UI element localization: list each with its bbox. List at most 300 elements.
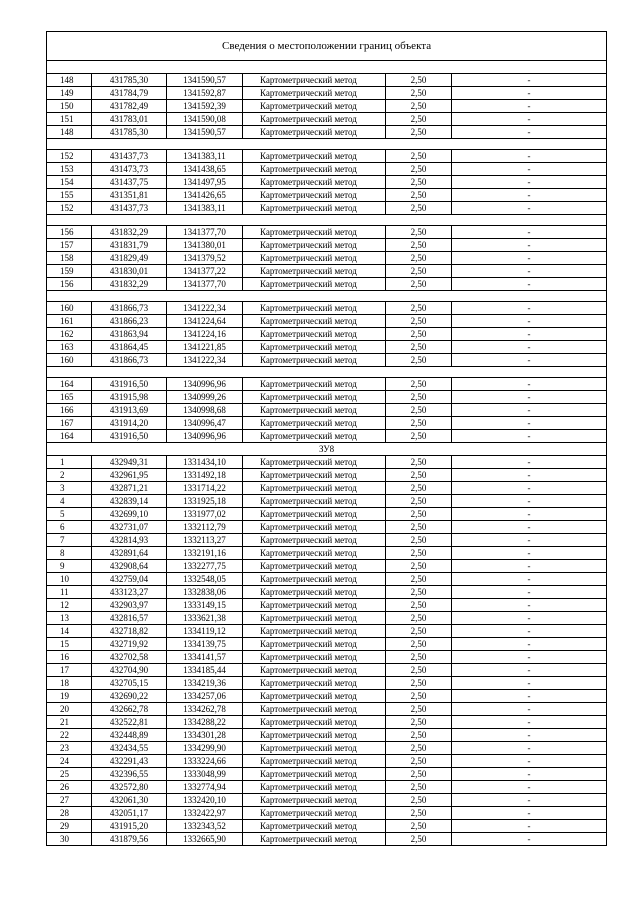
separator-row (47, 291, 607, 302)
table-row (47, 430, 607, 443)
coord-y: 1334185,44 (167, 664, 243, 677)
coord-y: 1341383,11 (167, 150, 243, 163)
coord-x: 432051,17 (92, 807, 167, 820)
table-row (47, 547, 607, 560)
coord-y: 1334257,06 (167, 690, 243, 703)
description-cell: - (452, 742, 607, 755)
accuracy-cell: 2,50 (386, 341, 452, 354)
table-row (47, 625, 607, 638)
coord-y: 1341590,57 (167, 74, 243, 87)
point-number: 29 (47, 820, 92, 833)
coord-x: 432662,78 (92, 703, 167, 716)
accuracy-cell: 2,50 (386, 430, 452, 443)
coord-y: 1341590,08 (167, 113, 243, 126)
coord-y: 1341377,22 (167, 265, 243, 278)
method-cell: Картометрический метод (243, 87, 386, 100)
accuracy-cell: 2,50 (386, 495, 452, 508)
description-cell: - (452, 163, 607, 176)
coord-x: 432699,10 (92, 508, 167, 521)
method-cell: Картометрический метод (243, 547, 386, 560)
point-number: 159 (47, 265, 92, 278)
method-cell: Картометрический метод (243, 328, 386, 341)
method-cell: Картометрический метод (243, 651, 386, 664)
coord-x: 431830,01 (92, 265, 167, 278)
method-cell: Картометрический метод (243, 176, 386, 189)
table-row (47, 163, 607, 176)
coord-x: 432891,64 (92, 547, 167, 560)
coord-x: 432814,93 (92, 534, 167, 547)
method-cell: Картометрический метод (243, 469, 386, 482)
description-cell: - (452, 716, 607, 729)
coord-x: 431785,30 (92, 74, 167, 87)
accuracy-cell: 2,50 (386, 703, 452, 716)
accuracy-cell: 2,50 (386, 74, 452, 87)
description-cell: - (452, 703, 607, 716)
method-cell: Картометрический метод (243, 482, 386, 495)
point-number: 162 (47, 328, 92, 341)
coord-y: 1341379,52 (167, 252, 243, 265)
point-number: 19 (47, 690, 92, 703)
coord-x: 431785,30 (92, 126, 167, 139)
coord-x: 432731,07 (92, 521, 167, 534)
method-cell: Картометрический метод (243, 495, 386, 508)
description-cell: - (452, 820, 607, 833)
method-cell: Картометрический метод (243, 729, 386, 742)
description-cell: - (452, 202, 607, 215)
description-cell: - (452, 625, 607, 638)
point-number: 8 (47, 547, 92, 560)
coord-x: 432908,64 (92, 560, 167, 573)
table-row (47, 677, 607, 690)
accuracy-cell: 2,50 (386, 833, 452, 846)
coord-x: 432949,31 (92, 456, 167, 469)
accuracy-cell: 2,50 (386, 456, 452, 469)
point-number: 13 (47, 612, 92, 625)
coord-x: 431916,50 (92, 430, 167, 443)
coord-y: 1340996,47 (167, 417, 243, 430)
point-number: 153 (47, 163, 92, 176)
point-number: 157 (47, 239, 92, 252)
accuracy-cell: 2,50 (386, 176, 452, 189)
table-row (47, 716, 607, 729)
description-cell: - (452, 341, 607, 354)
method-cell: Картометрический метод (243, 690, 386, 703)
table-row (47, 302, 607, 315)
accuracy-cell: 2,50 (386, 677, 452, 690)
description-cell: - (452, 495, 607, 508)
coord-x: 432705,15 (92, 677, 167, 690)
accuracy-cell: 2,50 (386, 113, 452, 126)
coord-y: 1332838,06 (167, 586, 243, 599)
accuracy-cell: 2,50 (386, 638, 452, 651)
method-cell: Картометрический метод (243, 716, 386, 729)
accuracy-cell: 2,50 (386, 100, 452, 113)
coord-y: 1332112,79 (167, 521, 243, 534)
coord-y: 1332343,52 (167, 820, 243, 833)
coord-y: 1332422,97 (167, 807, 243, 820)
description-cell: - (452, 664, 607, 677)
accuracy-cell: 2,50 (386, 354, 452, 367)
method-cell: Картометрический метод (243, 560, 386, 573)
separator-row (47, 139, 607, 150)
table-row (47, 354, 607, 367)
table-title: Сведения о местоположении границ объекта (47, 32, 607, 61)
point-number: 161 (47, 315, 92, 328)
point-number: 30 (47, 833, 92, 846)
accuracy-cell: 2,50 (386, 729, 452, 742)
coord-x: 431437,73 (92, 150, 167, 163)
table-row (47, 252, 607, 265)
accuracy-cell: 2,50 (386, 226, 452, 239)
description-cell: - (452, 302, 607, 315)
accuracy-cell: 2,50 (386, 302, 452, 315)
table-row (47, 391, 607, 404)
method-cell: Картометрический метод (243, 189, 386, 202)
method-cell: Картометрический метод (243, 202, 386, 215)
method-cell: Картометрический метод (243, 391, 386, 404)
description-cell: - (452, 315, 607, 328)
coord-x: 431866,73 (92, 302, 167, 315)
point-number: 12 (47, 599, 92, 612)
coord-x: 431915,98 (92, 391, 167, 404)
table-row (47, 456, 607, 469)
coord-y: 1334141,57 (167, 651, 243, 664)
method-cell: Картометрический метод (243, 833, 386, 846)
description-cell: - (452, 547, 607, 560)
accuracy-cell: 2,50 (386, 586, 452, 599)
table-row (47, 729, 607, 742)
table-row (47, 768, 607, 781)
accuracy-cell: 2,50 (386, 573, 452, 586)
table-row (47, 664, 607, 677)
method-cell: Картометрический метод (243, 768, 386, 781)
accuracy-cell: 2,50 (386, 469, 452, 482)
coord-x: 431351,81 (92, 189, 167, 202)
method-cell: Картометрический метод (243, 278, 386, 291)
point-number: 18 (47, 677, 92, 690)
method-cell: Картометрический метод (243, 74, 386, 87)
method-cell: Картометрический метод (243, 807, 386, 820)
accuracy-cell: 2,50 (386, 742, 452, 755)
coord-y: 1341222,34 (167, 302, 243, 315)
description-cell: - (452, 638, 607, 651)
description-cell: - (452, 456, 607, 469)
accuracy-cell: 2,50 (386, 690, 452, 703)
method-cell: Картометрический метод (243, 573, 386, 586)
accuracy-cell: 2,50 (386, 807, 452, 820)
coord-y: 1334119,12 (167, 625, 243, 638)
table-row (47, 638, 607, 651)
description-cell: - (452, 100, 607, 113)
method-cell: Картометрический метод (243, 781, 386, 794)
coord-x: 432690,22 (92, 690, 167, 703)
method-cell: Картометрический метод (243, 315, 386, 328)
table-row (47, 742, 607, 755)
description-cell: - (452, 404, 607, 417)
description-cell: - (452, 807, 607, 820)
table-row (47, 74, 607, 87)
section-heading: ЗУ8 (47, 443, 607, 456)
coord-y: 1334219,36 (167, 677, 243, 690)
coord-y: 1341377,70 (167, 226, 243, 239)
coord-y: 1334301,28 (167, 729, 243, 742)
accuracy-cell: 2,50 (386, 781, 452, 794)
point-number: 150 (47, 100, 92, 113)
coord-y: 1340999,26 (167, 391, 243, 404)
coord-y: 1332774,94 (167, 781, 243, 794)
coord-y: 1332113,27 (167, 534, 243, 547)
method-cell: Картометрический метод (243, 794, 386, 807)
table-title-row (47, 32, 607, 61)
description-cell: - (452, 252, 607, 265)
point-number: 1 (47, 456, 92, 469)
accuracy-cell: 2,50 (386, 755, 452, 768)
point-number: 158 (47, 252, 92, 265)
accuracy-cell: 2,50 (386, 163, 452, 176)
coord-y: 1341380,01 (167, 239, 243, 252)
description-cell: - (452, 239, 607, 252)
point-number: 7 (47, 534, 92, 547)
method-cell: Картометрический метод (243, 252, 386, 265)
accuracy-cell: 2,50 (386, 612, 452, 625)
point-number: 152 (47, 150, 92, 163)
accuracy-cell: 2,50 (386, 315, 452, 328)
description-cell: - (452, 328, 607, 341)
point-number: 166 (47, 404, 92, 417)
coord-y: 1341438,65 (167, 163, 243, 176)
coord-x: 431473,73 (92, 163, 167, 176)
method-cell: Картометрический метод (243, 150, 386, 163)
coord-y: 1332548,05 (167, 573, 243, 586)
table-row (47, 378, 607, 391)
coord-y: 1333621,38 (167, 612, 243, 625)
description-cell: - (452, 189, 607, 202)
coord-y: 1331492,18 (167, 469, 243, 482)
description-cell: - (452, 74, 607, 87)
coord-x: 432396,55 (92, 768, 167, 781)
accuracy-cell: 2,50 (386, 560, 452, 573)
table-row (47, 341, 607, 354)
coord-y: 1333048,99 (167, 768, 243, 781)
coord-x: 431915,20 (92, 820, 167, 833)
table-row (47, 150, 607, 163)
accuracy-cell: 2,50 (386, 126, 452, 139)
method-cell: Картометрический метод (243, 100, 386, 113)
coord-x: 431784,79 (92, 87, 167, 100)
coord-x: 432816,57 (92, 612, 167, 625)
coord-y: 1331977,02 (167, 508, 243, 521)
description-cell: - (452, 729, 607, 742)
description-cell: - (452, 833, 607, 846)
accuracy-cell: 2,50 (386, 278, 452, 291)
point-number: 27 (47, 794, 92, 807)
coord-x: 433123,27 (92, 586, 167, 599)
point-number: 15 (47, 638, 92, 651)
coord-y: 1332277,75 (167, 560, 243, 573)
table-row (47, 703, 607, 716)
coord-y: 1333224,66 (167, 755, 243, 768)
accuracy-cell: 2,50 (386, 625, 452, 638)
description-cell: - (452, 768, 607, 781)
coord-x: 431783,01 (92, 113, 167, 126)
table-row (47, 100, 607, 113)
method-cell: Картометрический метод (243, 625, 386, 638)
description-cell: - (452, 677, 607, 690)
table-row (47, 189, 607, 202)
method-cell: Картометрический метод (243, 126, 386, 139)
method-cell: Картометрический метод (243, 226, 386, 239)
table-row (47, 560, 607, 573)
description-cell: - (452, 113, 607, 126)
coord-x: 432839,14 (92, 495, 167, 508)
point-number: 26 (47, 781, 92, 794)
method-cell: Картометрический метод (243, 677, 386, 690)
description-cell: - (452, 794, 607, 807)
table-row (47, 833, 607, 846)
coord-x: 431832,29 (92, 226, 167, 239)
point-number: 16 (47, 651, 92, 664)
coord-x: 432434,55 (92, 742, 167, 755)
point-number: 17 (47, 664, 92, 677)
coord-x: 432719,92 (92, 638, 167, 651)
description-cell: - (452, 391, 607, 404)
description-cell: - (452, 508, 607, 521)
point-number: 6 (47, 521, 92, 534)
table-row (47, 226, 607, 239)
description-cell: - (452, 521, 607, 534)
method-cell: Картометрический метод (243, 599, 386, 612)
accuracy-cell: 2,50 (386, 202, 452, 215)
description-cell: - (452, 586, 607, 599)
description-cell: - (452, 755, 607, 768)
table-row (47, 781, 607, 794)
coord-y: 1341590,57 (167, 126, 243, 139)
separator-row (47, 215, 607, 226)
coord-y: 1340996,96 (167, 430, 243, 443)
accuracy-cell: 2,50 (386, 252, 452, 265)
boundary-table-body (47, 32, 607, 846)
method-cell: Картометрический метод (243, 612, 386, 625)
accuracy-cell: 2,50 (386, 87, 452, 100)
table-row (47, 265, 607, 278)
point-number: 156 (47, 278, 92, 291)
table-row (47, 573, 607, 586)
coord-x: 431916,50 (92, 378, 167, 391)
method-cell: Картометрический метод (243, 586, 386, 599)
separator-row (47, 367, 607, 378)
coord-y: 1332665,90 (167, 833, 243, 846)
method-cell: Картометрический метод (243, 456, 386, 469)
section-heading-row (47, 443, 607, 456)
accuracy-cell: 2,50 (386, 328, 452, 341)
method-cell: Картометрический метод (243, 163, 386, 176)
accuracy-cell: 2,50 (386, 404, 452, 417)
point-number: 25 (47, 768, 92, 781)
coord-y: 1334262,78 (167, 703, 243, 716)
description-cell: - (452, 612, 607, 625)
description-cell: - (452, 534, 607, 547)
point-number: 149 (47, 87, 92, 100)
description-cell: - (452, 482, 607, 495)
method-cell: Картометрический метод (243, 755, 386, 768)
point-number: 160 (47, 302, 92, 315)
method-cell: Картометрический метод (243, 239, 386, 252)
method-cell: Картометрический метод (243, 638, 386, 651)
table-row (47, 755, 607, 768)
accuracy-cell: 2,50 (386, 189, 452, 202)
accuracy-cell: 2,50 (386, 534, 452, 547)
description-cell: - (452, 378, 607, 391)
coord-x: 432961,95 (92, 469, 167, 482)
coord-x: 432718,82 (92, 625, 167, 638)
coord-x: 431863,94 (92, 328, 167, 341)
method-cell: Картометрический метод (243, 417, 386, 430)
accuracy-cell: 2,50 (386, 239, 452, 252)
point-number: 9 (47, 560, 92, 573)
table-row (47, 495, 607, 508)
table-row (47, 278, 607, 291)
point-number: 160 (47, 354, 92, 367)
description-cell: - (452, 176, 607, 189)
coord-x: 431782,49 (92, 100, 167, 113)
point-number: 3 (47, 482, 92, 495)
accuracy-cell: 2,50 (386, 547, 452, 560)
coord-x: 431866,73 (92, 354, 167, 367)
coord-y: 1341222,34 (167, 354, 243, 367)
description-cell: - (452, 265, 607, 278)
coord-x: 432903,97 (92, 599, 167, 612)
table-row (47, 113, 607, 126)
description-cell: - (452, 573, 607, 586)
coord-y: 1334139,75 (167, 638, 243, 651)
table-row (47, 202, 607, 215)
table-row (47, 482, 607, 495)
coord-y: 1334288,22 (167, 716, 243, 729)
coord-y: 1341497,95 (167, 176, 243, 189)
point-number: 163 (47, 341, 92, 354)
method-cell: Картометрический метод (243, 742, 386, 755)
blank-row (47, 61, 607, 74)
coord-y: 1334299,90 (167, 742, 243, 755)
coord-y: 1341224,16 (167, 328, 243, 341)
accuracy-cell: 2,50 (386, 482, 452, 495)
accuracy-cell: 2,50 (386, 820, 452, 833)
point-number: 4 (47, 495, 92, 508)
point-number: 23 (47, 742, 92, 755)
coord-x: 432572,80 (92, 781, 167, 794)
accuracy-cell: 2,50 (386, 508, 452, 521)
description-cell: - (452, 278, 607, 291)
table-row (47, 87, 607, 100)
point-number: 165 (47, 391, 92, 404)
accuracy-cell: 2,50 (386, 768, 452, 781)
coord-x: 431437,73 (92, 202, 167, 215)
description-cell: - (452, 599, 607, 612)
table-row (47, 820, 607, 833)
table-row (47, 508, 607, 521)
coord-x: 431829,49 (92, 252, 167, 265)
method-cell: Картометрический метод (243, 302, 386, 315)
accuracy-cell: 2,50 (386, 417, 452, 430)
point-number: 154 (47, 176, 92, 189)
coord-x: 431437,75 (92, 176, 167, 189)
coord-y: 1340998,68 (167, 404, 243, 417)
accuracy-cell: 2,50 (386, 651, 452, 664)
description-cell: - (452, 417, 607, 430)
coord-x: 432759,04 (92, 573, 167, 586)
table-row (47, 599, 607, 612)
point-number: 151 (47, 113, 92, 126)
